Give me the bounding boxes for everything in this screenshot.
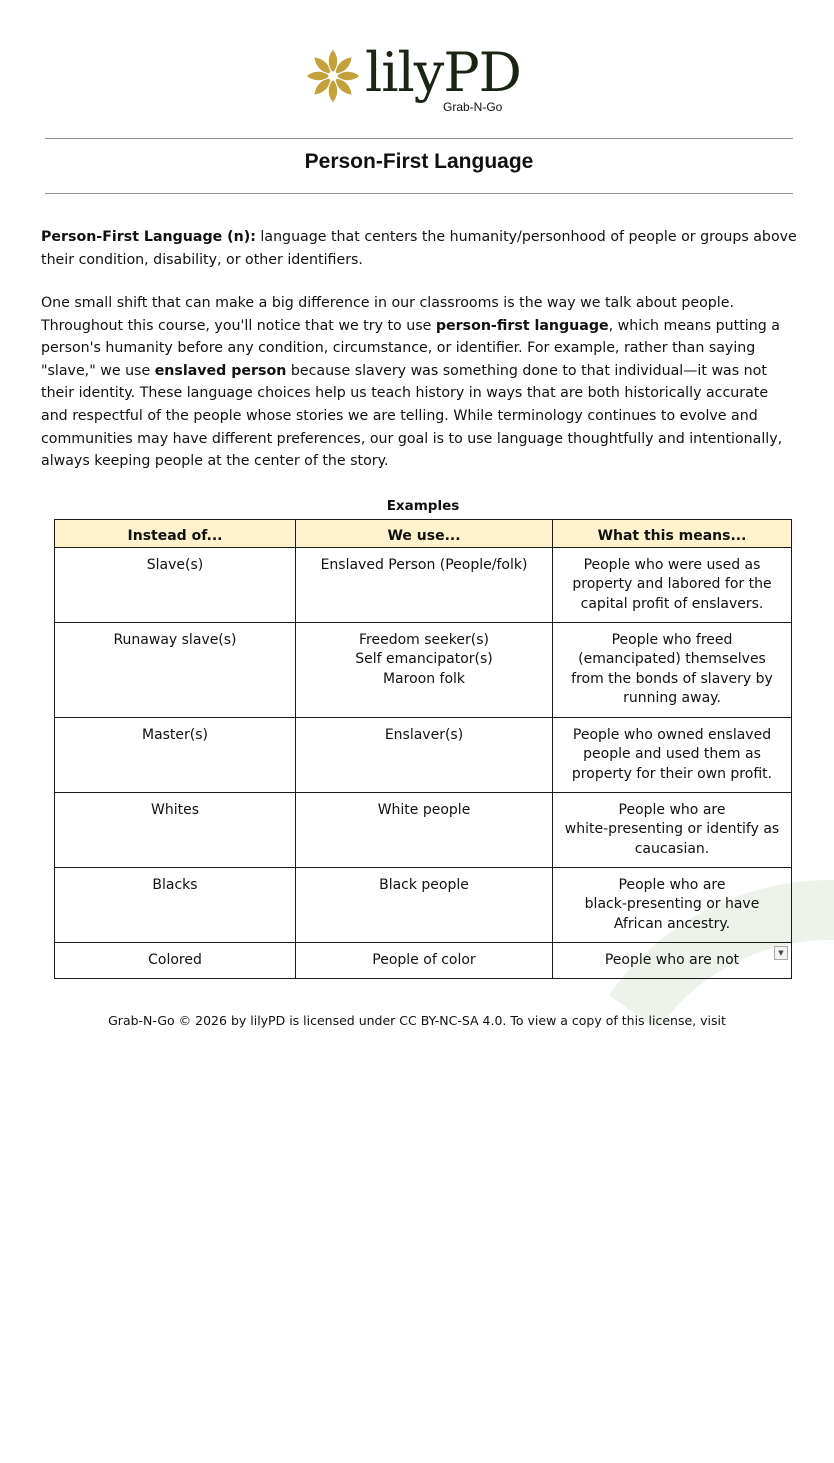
table-row — [55, 547, 792, 622]
definition-paragraph — [41, 226, 799, 271]
emphasis-enslaved-person: enslaved person — [154, 362, 287, 379]
cell-text: Runaway slave(s) — [113, 631, 237, 648]
paragraph-text: because slavery was something done to that individual—it was not their identity. These language choices help us teach history in ways that are both historically accurate and respectful of the people whose stories we are telling. While terminology continues to evolve and communities may have different preferences, our goal is to use language thoughtfully and intentionally, always keeping people at the center of the story. — [41, 362, 783, 470]
table-row — [55, 942, 792, 978]
cell-text: People who are — [618, 801, 726, 818]
cell-instead-of — [55, 622, 296, 717]
cell-we-use — [296, 622, 553, 717]
definition-term: Person-First Language (n): — [41, 229, 256, 245]
license-footer: Grab-N-Go © 2026 by lilyPD is licensed under CC BY-NC-SA 4.0. To view a copy of this license, visit — [108, 1013, 726, 1028]
cell-text: People who freed — [611, 631, 733, 648]
logo-subtitle: Grab-N-Go — [443, 100, 503, 114]
column-header-we-use: We use... — [296, 520, 553, 548]
paragraph-text: , which means putting a person's humanity before any condition, circumstance, or identifier. For example, rather than saying "slave," we use — [41, 317, 780, 379]
table-header-row — [55, 520, 792, 548]
page-title: Person-First Language — [304, 150, 534, 173]
cell-text: Black people — [379, 876, 469, 893]
cell-instead-of — [55, 547, 296, 622]
cell-text: (emancipated) themselves — [578, 651, 766, 668]
cell-meaning — [553, 942, 792, 978]
cell-text: Freedom seeker(s) — [359, 631, 489, 648]
cell-instead-of — [55, 942, 296, 978]
cell-text: caucasian. — [634, 840, 710, 857]
cell-text: People of color — [372, 951, 476, 968]
chevron-down-icon[interactable]: ▼ — [774, 946, 788, 960]
cell-text: People who were used as — [583, 556, 761, 573]
cell-text: People who are not — [604, 951, 740, 968]
emphasis-person-first: person-first language — [435, 317, 609, 334]
lily-flower-icon — [305, 48, 361, 104]
petal-shape — [337, 72, 359, 80]
cell-meaning — [553, 547, 792, 622]
petal-shape — [329, 80, 337, 102]
petal-shape — [329, 50, 337, 72]
cell-text: Self emancipator(s) — [355, 651, 493, 668]
cell-text: Colored — [148, 951, 202, 968]
cell-text: black-presenting or have — [584, 896, 760, 913]
cell-we-use — [296, 942, 553, 978]
intro-paragraph — [41, 292, 799, 473]
table-row — [55, 867, 792, 942]
cell-we-use — [296, 867, 553, 942]
cell-meaning — [553, 792, 792, 867]
cell-text: African ancestry. — [613, 915, 731, 932]
lilypd-logo — [305, 42, 545, 122]
cell-text: white-presenting or identify as — [564, 821, 780, 838]
cell-text: Slave(s) — [146, 556, 204, 573]
cell-text: Maroon folk — [382, 670, 466, 687]
petal-shape — [307, 72, 329, 80]
paragraph-text: One small shift that can make a big difference in our classrooms is the way we talk about people. Throughout this course, you'll notice that we try to use — [41, 295, 734, 334]
divider-bottom — [45, 193, 793, 194]
cell-text: People who are — [618, 876, 726, 893]
cell-text: Enslaver(s) — [384, 726, 464, 743]
definition-text: language that centers the humanity/personhood of people or groups above their condition, disability, or other identifiers. — [41, 229, 797, 268]
cell-text: Enslaved Person (People/folk) — [320, 556, 528, 573]
cell-text: capital profit of enslavers. — [580, 595, 764, 612]
cell-text: Master(s) — [141, 726, 209, 743]
examples-caption: Examples — [386, 498, 460, 514]
cell-text: Whites — [150, 801, 199, 818]
cell-instead-of — [55, 792, 296, 867]
cell-we-use — [296, 717, 553, 792]
cell-text: property and labored for the — [572, 576, 772, 593]
cell-we-use — [296, 547, 553, 622]
examples-table — [54, 519, 792, 979]
table-row — [55, 622, 792, 717]
cell-text: Blacks — [152, 876, 198, 893]
table-row — [55, 792, 792, 867]
cell-text: running away. — [623, 690, 721, 707]
cell-instead-of — [55, 867, 296, 942]
cell-instead-of — [55, 717, 296, 792]
cell-meaning — [553, 622, 792, 717]
cell-meaning — [553, 717, 792, 792]
cell-text: people and used them as — [583, 746, 761, 763]
table-row — [55, 717, 792, 792]
column-header-instead-of: Instead of... — [55, 520, 296, 548]
logo-wordmark: lilyPD — [365, 41, 521, 104]
cell-text: People who owned enslaved — [572, 726, 772, 743]
cell-we-use — [296, 792, 553, 867]
cell-text: from the bonds of slavery by — [571, 670, 773, 687]
divider-top — [45, 138, 793, 139]
cell-text: White people — [377, 801, 471, 818]
column-header-meaning: What this means... — [553, 520, 792, 548]
cell-text: property for their own profit. — [571, 765, 773, 782]
cell-meaning — [553, 867, 792, 942]
